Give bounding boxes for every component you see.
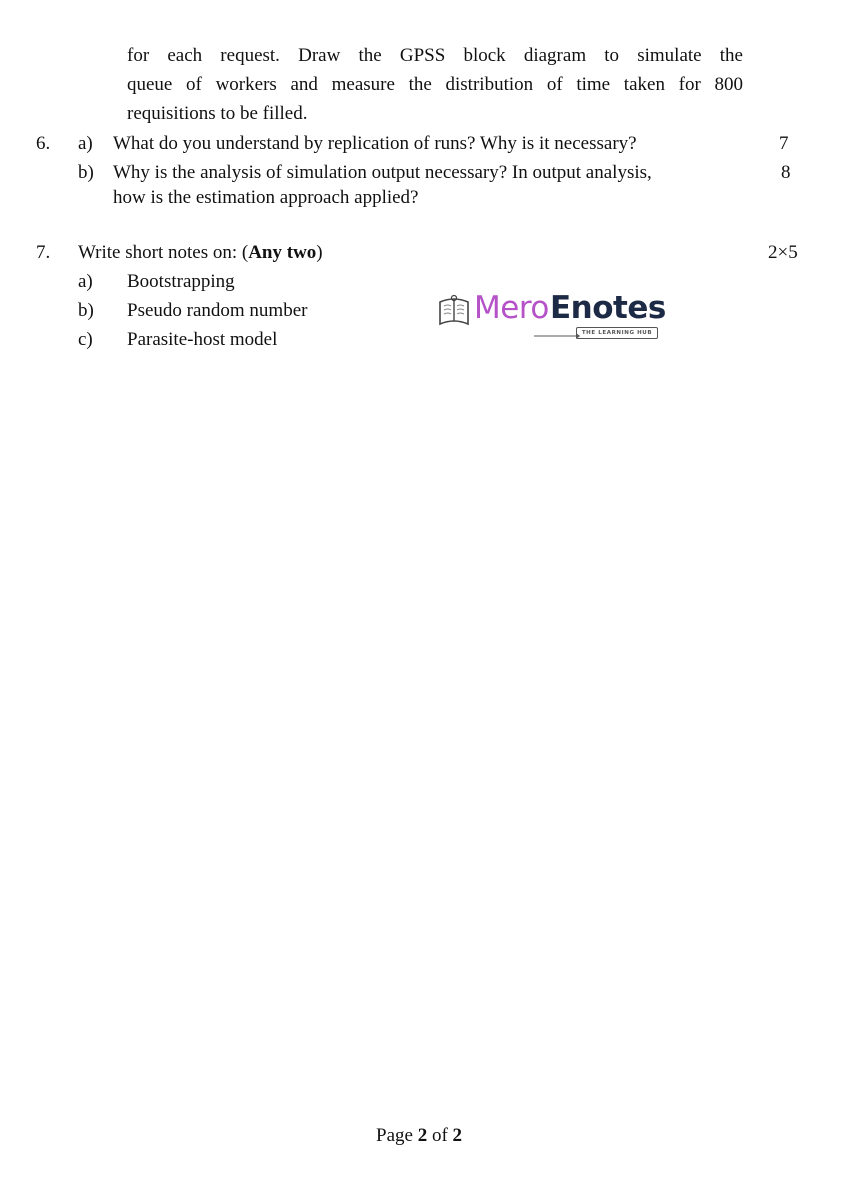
logo-word-mero: Mero bbox=[474, 290, 549, 326]
question-7-text: Write short notes on: (Any two) bbox=[78, 242, 323, 263]
question-7-number: 7. bbox=[36, 242, 51, 263]
book-icon bbox=[436, 294, 472, 328]
logo-word-enotes: Enotes bbox=[550, 290, 666, 326]
question-6b-line-1: Why is the analysis of simulation output necessary? In output analysis, bbox=[113, 162, 652, 183]
continuation-line-3: requisitions to be filled. bbox=[127, 103, 308, 124]
pencil-icon bbox=[532, 326, 580, 340]
page-footer: Page 2 of 2 bbox=[376, 1125, 463, 1146]
question-6a-label: a) bbox=[78, 133, 93, 154]
meroenotes-logo bbox=[436, 290, 666, 340]
continuation-line-2: queue of workers and measure the distribution of time taken for 800 bbox=[127, 74, 743, 95]
question-7b-text: Pseudo random number bbox=[127, 300, 308, 321]
any-two-emphasis: Any two bbox=[248, 242, 317, 263]
question-7a-label: a) bbox=[78, 271, 93, 292]
continuation-line-1: for each request. Draw the GPSS block diagram to simulate the bbox=[127, 45, 743, 66]
question-7b-label: b) bbox=[78, 300, 94, 321]
question-6a-text: What do you understand by replication of runs? Why is it necessary? bbox=[113, 133, 637, 154]
question-6-number: 6. bbox=[36, 133, 51, 154]
total-page-count: 2 bbox=[452, 1125, 463, 1146]
question-7c-text: Parasite-host model bbox=[127, 329, 278, 350]
question-7a-text: Bootstrapping bbox=[127, 271, 235, 292]
question-6b-marks: 8 bbox=[781, 162, 791, 183]
question-6b-label: b) bbox=[78, 162, 94, 183]
current-page-number: 2 bbox=[417, 1125, 428, 1146]
question-6b-line-2: how is the estimation approach applied? bbox=[113, 187, 419, 208]
logo-tagline: THE LEARNING HUB bbox=[576, 327, 658, 339]
question-7-marks: 2×5 bbox=[768, 242, 798, 263]
question-7c-label: c) bbox=[78, 329, 93, 350]
question-6a-marks: 7 bbox=[779, 133, 789, 154]
